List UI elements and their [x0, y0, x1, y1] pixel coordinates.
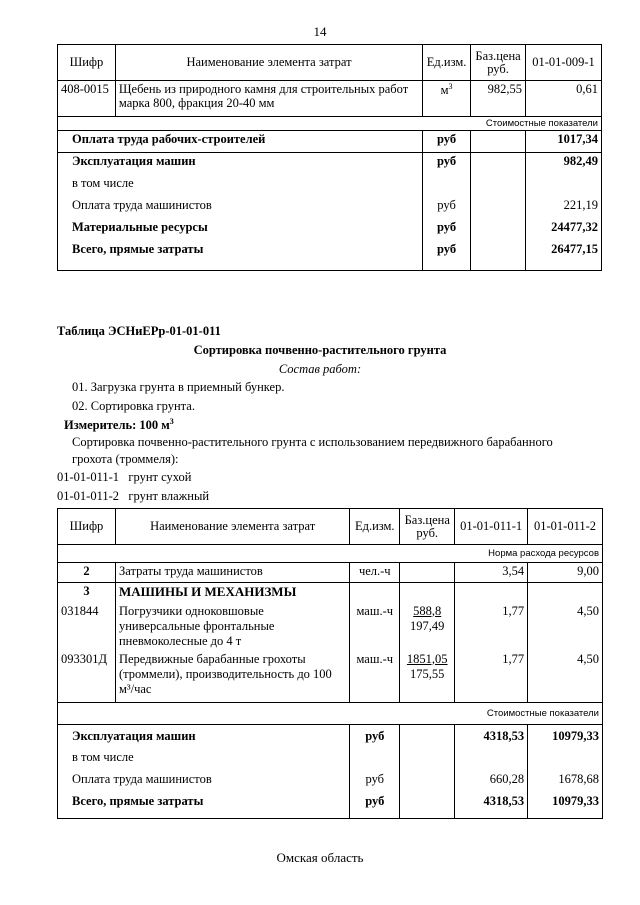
header-column-1: 01-01-011-1	[455, 509, 528, 545]
variant-item: 01-01-011-2 грунт влажный	[57, 489, 210, 503]
machine-name: Передвижные барабанные грохоты (троммели), производительность до 100 м³/час	[115, 651, 349, 703]
work-item: 01. Загрузка грунта в приемный бункер.	[72, 380, 285, 394]
work-item: 02. Сортировка грунта.	[72, 399, 195, 413]
header-price: Баз.цена руб.	[471, 45, 526, 81]
resource-table-2	[57, 508, 603, 819]
cost-unit: руб	[423, 241, 471, 271]
header-unit: Ед.изм.	[350, 509, 400, 545]
cost-value-1: 4318,53	[455, 793, 528, 819]
header-name: Наименование элемента затрат	[115, 509, 349, 545]
cost-value-2: 10979,33	[528, 793, 603, 819]
header-name: Наименование элемента затрат	[115, 45, 422, 81]
group-name: МАШИНЫ И МЕХАНИЗМЫ	[115, 583, 349, 603]
cost-unit: руб	[350, 725, 400, 749]
table-label: Таблица ЭСНиЕРр-01-01-011	[57, 324, 221, 338]
resource-table-1	[57, 44, 602, 271]
cost-label: Эксплуатация машин	[58, 725, 350, 749]
machine-unit: маш.-ч	[350, 603, 400, 651]
cost-section-label: Стоимостные показатели	[115, 703, 602, 725]
description: грохота (троммеля):	[72, 452, 179, 466]
cost-label: Материальные ресурсы	[58, 219, 423, 241]
cost-label: Всего, прямые затраты	[58, 241, 423, 271]
cost-value-1: 660,28	[455, 771, 528, 793]
cost-value: 1017,34	[526, 131, 602, 153]
row-code: 408-0015	[58, 81, 116, 117]
cost-unit: руб	[350, 793, 400, 819]
machine-code: 031844	[58, 603, 116, 651]
cost-value: 982,49	[526, 153, 602, 175]
header-column-2: 01-01-011-2	[528, 509, 603, 545]
cost-value-1: 4318,53	[455, 725, 528, 749]
machine-name: Погрузчики одноковшовые универсальные фронтальные пневмоколесные до 4 т	[115, 603, 349, 651]
cost-value: 26477,15	[526, 241, 602, 271]
cost-unit: руб	[423, 197, 471, 219]
cost-unit: руб	[423, 131, 471, 153]
cost-section-label: Стоимостные показатели	[115, 117, 601, 131]
footer-region: Омская область	[276, 850, 364, 865]
header-column: 01-01-009-1	[526, 45, 602, 81]
cost-unit: руб	[350, 771, 400, 793]
meter-label: Измеритель: 100 $м^3$	[64, 417, 174, 433]
cost-value-2: 10979,33	[528, 725, 603, 749]
labor-name: Затраты труда машинистов	[115, 563, 349, 583]
cost-label: Оплата труда машинистов	[58, 771, 350, 793]
cost-value: 24477,32	[526, 219, 602, 241]
machine-unit: маш.-ч	[350, 651, 400, 703]
machine-value-1: 1,77	[455, 603, 528, 651]
cost-unit: руб	[423, 219, 471, 241]
cost-value: 221,19	[526, 197, 602, 219]
machine-price: 1851,05 175,55	[400, 651, 455, 703]
cost-label: Оплата труда рабочих-строителей	[58, 131, 423, 153]
page-number: 14	[313, 24, 327, 39]
machine-value-2: 4,50	[528, 651, 603, 703]
works-label: Состав работ:	[278, 362, 362, 376]
machine-code: 093301Д	[58, 651, 116, 703]
row-value: 0,61	[526, 81, 602, 117]
machine-value-1: 1,77	[455, 651, 528, 703]
row-price: 982,55	[471, 81, 526, 117]
labor-value-1: 3,54	[455, 563, 528, 583]
header-code: Шифр	[58, 509, 116, 545]
cost-label: Эксплуатация машин	[58, 153, 423, 175]
header-unit: Ед.изм.	[423, 45, 471, 81]
labor-unit: чел.-ч	[350, 563, 400, 583]
header-code: Шифр	[58, 45, 116, 81]
cost-label: Оплата труда машинистов	[58, 197, 423, 219]
description: Сортировка почвенно-растительного грунта с использованием передвижного барабанного	[72, 435, 553, 449]
cost-value-2: 1678,68	[528, 771, 603, 793]
cost-label: в том числе	[58, 175, 423, 197]
labor-code: 2	[58, 563, 116, 583]
row-unit: $м^3$	[423, 81, 471, 117]
cost-label: Всего, прямые затраты	[58, 793, 350, 819]
variant-item: 01-01-011-1 грунт сухой	[57, 470, 192, 484]
cost-unit: руб	[423, 153, 471, 175]
labor-value-2: 9,00	[528, 563, 603, 583]
header-price: Баз.цена руб.	[400, 509, 455, 545]
group-code: 3	[58, 583, 116, 603]
section-title: Сортировка почвенно-растительного грунта	[193, 343, 447, 357]
machine-price: 588,8 197,49	[400, 603, 455, 651]
machine-value-2: 4,50	[528, 603, 603, 651]
norm-section-label: Норма расхода ресурсов	[115, 545, 602, 563]
row-name: Щебень из природного камня для строительных работ марка 800, фракция 20-40 мм	[115, 81, 422, 117]
cost-label: в том числе	[58, 749, 350, 771]
